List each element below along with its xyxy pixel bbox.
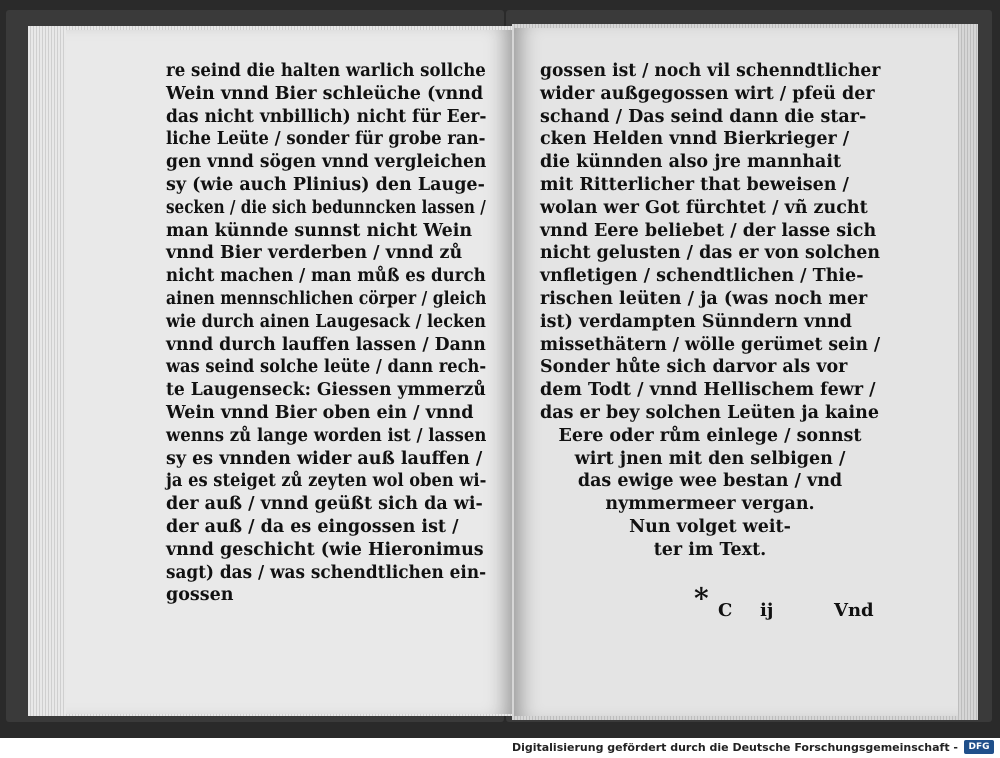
catchword-right: Vnd xyxy=(834,600,874,621)
text-line: cken Helden vnnd Bierkrieger / xyxy=(540,129,850,150)
text-line: nicht gelusten / das er von solchen xyxy=(540,243,881,264)
footer-bar xyxy=(0,738,1000,758)
text-line: te Laugenseck: Giessen ymmerzů xyxy=(166,380,486,401)
footer-credit: Digitalisierung gefördert durch die Deutsche Forschungsgemeinschaft - xyxy=(511,741,958,754)
text-line: re seind die halten warlich sollche xyxy=(166,61,486,81)
text-line: vnnd durch lauffen lassen / Dann xyxy=(166,334,486,355)
centered-line: Nun volget weit- xyxy=(629,516,791,537)
text-line: vnnd Bier verderben / vnnd zů xyxy=(166,243,463,264)
text-line: was seind solche leüte / dann rech- xyxy=(166,357,487,378)
left-page xyxy=(66,30,512,714)
text-line: dem Todt / vnnd Hellischem fewr / xyxy=(540,380,876,401)
text-line: nicht machen / man můß es durch xyxy=(166,266,486,287)
text-line: gossen ist / noch vil schenndtlicher xyxy=(540,61,881,81)
text-line: wider außgegossen wirt / pfeü der xyxy=(540,83,875,104)
text-line: rischen leüten / ja (was noch mer xyxy=(540,288,868,309)
right-page-text xyxy=(540,60,880,562)
text-line: mit Ritterlicher that beweisen / xyxy=(540,174,849,195)
signature-letter: C xyxy=(718,600,733,621)
right-page xyxy=(514,28,958,716)
catchword-left: gossen xyxy=(166,585,234,606)
text-line: die künnden also jre mannhait xyxy=(540,152,842,173)
text-line: ainen mennschlichen cörper / gleich xyxy=(166,288,487,309)
text-line: gen vnnd sögen vnnd vergleichen xyxy=(166,152,487,173)
text-line: der auß / vnnd geüßt sich da wi- xyxy=(166,494,483,515)
text-line: wie durch ainen Laugesack / lecken xyxy=(166,311,486,332)
signature-mark: * xyxy=(694,582,709,615)
text-line: wolan wer Got fürchtet / vñ zucht xyxy=(540,197,868,218)
signature-number: ij xyxy=(760,600,774,621)
text-line: der auß / da es eingossen ist / xyxy=(166,516,459,537)
text-line: vnnd Eere beliebet / der lasse sich xyxy=(540,220,877,241)
text-line: Sonder hůte sich darvor als vor xyxy=(540,357,848,378)
text-line: schand / Das seind dann die star- xyxy=(540,106,867,127)
text-line: Wein vnnd Bier schleüche (vnnd xyxy=(166,83,484,104)
dfg-logo: DFG xyxy=(964,740,994,754)
text-line: man künnde sunnst nicht Wein xyxy=(166,220,473,241)
text-line: vnfletigen / schendtlichen / Thie- xyxy=(540,266,864,287)
text-line: sy es vnnden wider auß lauffen / xyxy=(166,448,483,469)
centered-line: nymmermeer vergan. xyxy=(605,494,815,515)
text-line: sy (wie auch Plinius) den Lauge- xyxy=(166,174,485,195)
text-line: secken / die sich bedunncken lassen / xyxy=(166,197,486,218)
text-line: ja es steiget zů zeyten wol oben wi- xyxy=(166,471,487,492)
centered-line: wirt jnen mit den selbigen / xyxy=(574,448,846,469)
text-line: das er bey solchen Leüten ja kaine xyxy=(540,402,880,423)
text-line: liche Leüte / sonder für grobe ran- xyxy=(166,129,486,150)
centered-line: das ewige wee bestan / vnd xyxy=(577,471,843,492)
text-line: missethätern / wölle gerümet sein / xyxy=(540,334,881,355)
text-line: vnnd geschicht (wie Hieronimus xyxy=(166,539,484,560)
text-line: sagt) das / was schendtlichen ein- xyxy=(166,562,487,583)
text-line: ist) verdampten Sünndern vnnd xyxy=(540,311,852,332)
centered-line: ter im Text. xyxy=(653,539,767,560)
text-line: Wein vnnd Bier oben ein / vnnd xyxy=(166,402,474,423)
centered-line: Eere oder rům einlege / sonnst xyxy=(558,425,862,446)
text-line: wenns zů lange worden ist / lassen xyxy=(166,425,487,446)
text-line: das nicht vnbillich) nicht für Eer- xyxy=(166,106,487,127)
left-page-text xyxy=(166,60,486,607)
